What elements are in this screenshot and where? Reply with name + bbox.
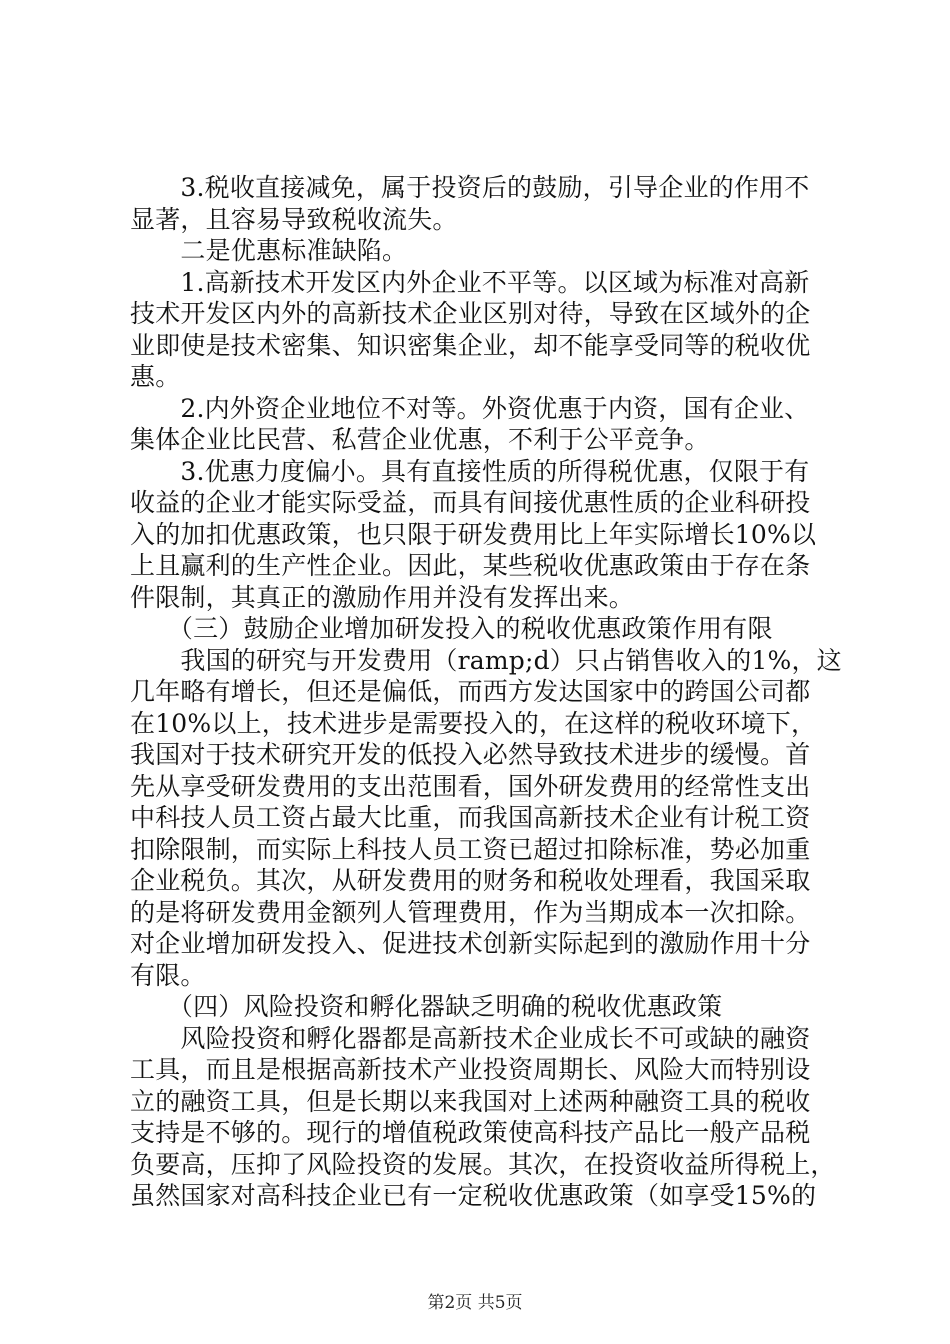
- text-line: 支持是不够的。现行的增值税政策使高科技产品比一般产品税: [130, 1118, 811, 1147]
- text-line: 入的加扣优惠政策，也只限于研发费用比上年实际增长10%以: [130, 519, 817, 549]
- text-line: 先从享受研发费用的支出范围看，国外研发费用的经常性支出: [130, 771, 811, 801]
- text-line: 业即使是技术密集、知识密集企业，却不能享受同等的税收优: [130, 330, 811, 360]
- document-body: [130, 172, 842, 1212]
- text-line: 在10%以上，技术进步是需要投入的，在这样的税收环境下，: [130, 708, 817, 738]
- text-line: 集体企业比民营、私营企业优惠，不利于公平竞争。: [130, 425, 710, 454]
- text-line: 立的融资工具，但是长期以来我国对上述两种融资工具的税收: [130, 1086, 811, 1116]
- text-line: 2.内外资企业地位不对等。外资优惠于内资，国有企业、: [130, 393, 810, 423]
- text-line: 件限制，其真正的激励作用并没有发挥出来。: [130, 582, 635, 612]
- text-line: 的是将研发费用金额列人管理费用，作为当期成本一次扣除。: [130, 897, 811, 927]
- text-line: 对企业增加研发投入、促进技术创新实际起到的激励作用十分: [130, 929, 811, 958]
- text-line: 扣除限制，而实际上科技人员工资已超过扣除标准，势必加重: [130, 834, 811, 864]
- text-line: 虽然国家对高科技企业已有一定税收优惠政策（如享受15%的: [130, 1181, 817, 1210]
- text-line: 企业税负。其次，从研发费用的财务和税收处理看，我国采取: [130, 866, 811, 895]
- text-line: 我国的研究与开发费用（ramp;d）只占销售收入的1%，这: [130, 645, 842, 675]
- text-line: （四）风险投资和孵化器缺乏明确的税收优惠政策: [130, 992, 723, 1021]
- text-line: 惠。: [130, 362, 181, 391]
- text-line: 二是优惠标准缺陷。: [130, 236, 408, 265]
- text-line: 工具，而且是根据高新技术产业投资周期长、风险大而特别设: [130, 1055, 811, 1084]
- text-line: 上且赢利的生产性企业。因此，某些税收优惠政策由于存在条: [130, 551, 811, 580]
- text-line: 风险投资和孵化器都是高新技术企业成长不可或缺的融资: [130, 1023, 811, 1053]
- text-line: 几年略有增长，但还是偏低，而西方发达国家中的跨国公司都: [130, 677, 811, 706]
- text-line: 我国对于技术研究开发的低投入必然导致技术进步的缓慢。首: [130, 740, 811, 769]
- text-line: 中科技人员工资占最大比重，而我国高新技术企业有计税工资: [130, 803, 811, 832]
- text-line: 负要高，压抑了风险投资的发展。其次，在投资收益所得税上，: [130, 1149, 836, 1179]
- text-line: （三）鼓励企业增加研发投入的税收优惠政策作用有限: [130, 614, 773, 643]
- text-line: 1.高新技术开发区内外企业不平等。以区域为标准对高新: [130, 267, 810, 297]
- text-line: 3.优惠力度偏小。具有直接性质的所得税优惠，仅限于有: [130, 456, 810, 486]
- text-line: 有限。: [130, 960, 206, 990]
- text-line: 收益的企业才能实际受益，而具有间接优惠性质的企业科研投: [130, 488, 811, 517]
- text-line: 技术开发区内外的高新技术企业区别对待，导致在区域外的企: [130, 299, 811, 328]
- text-line: 3.税收直接减免，属于投资后的鼓励，引导企业的作用不: [130, 173, 810, 202]
- text-line: 显著，且容易导致税收流失。: [130, 204, 458, 234]
- page-footer: 第2页 共5页: [427, 1293, 523, 1313]
